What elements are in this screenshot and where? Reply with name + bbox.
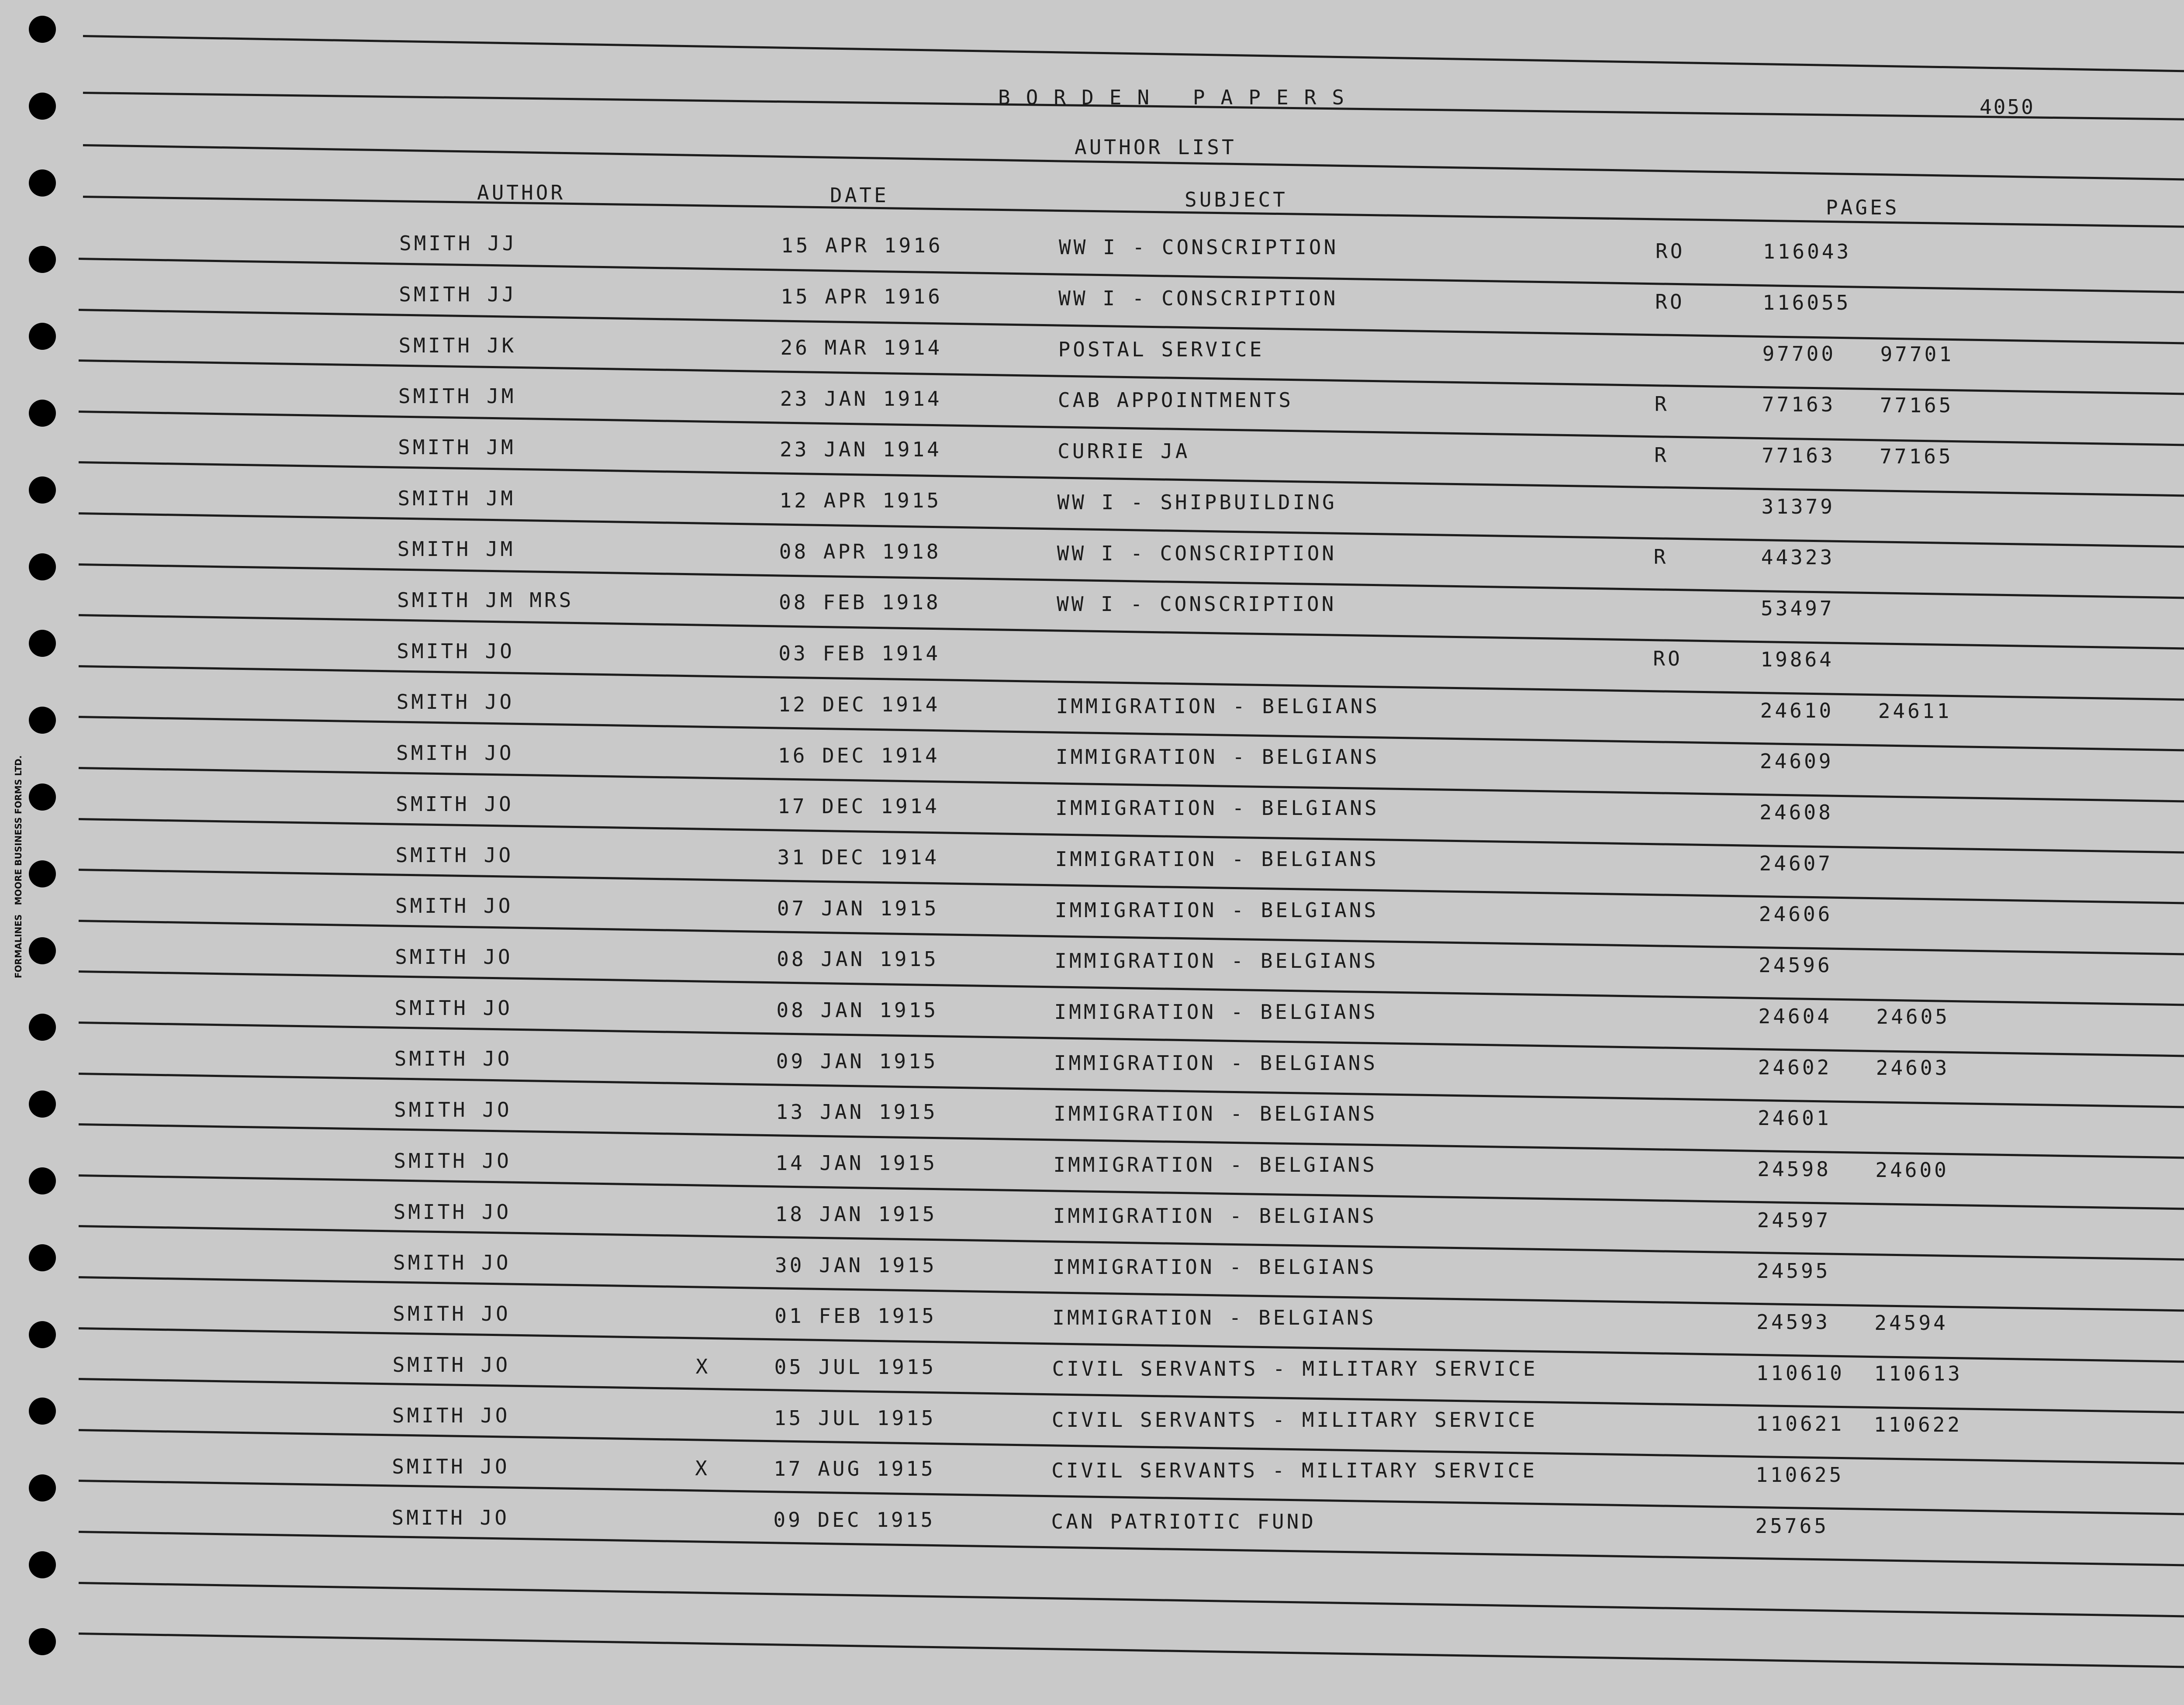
subject-cell: IMMIGRATION - BELGIANS (1054, 1051, 1378, 1075)
date-cell: 15 APR 1916 (781, 285, 943, 309)
subject-cell: WW I - CONSCRIPTION (1057, 592, 1337, 616)
page-start-cell: 24602 (1758, 1055, 1832, 1079)
date-cell: 15 APR 1916 (781, 234, 943, 258)
page-start-cell: 24598 (1757, 1157, 1831, 1181)
author-cell: SMITH JO (393, 1200, 511, 1224)
page-start-cell: 31379 (1761, 494, 1835, 518)
page-start-cell: 110621 (1755, 1412, 1845, 1436)
page-start-cell: 24597 (1757, 1208, 1831, 1232)
ruled-line (79, 1633, 2184, 1669)
tractor-hole (29, 1244, 56, 1271)
author-cell: SMITH JO (396, 741, 514, 765)
page-start-cell: 24610 (1760, 698, 1834, 722)
page-start-cell: 24606 (1759, 902, 1833, 926)
subject-cell: WW I - CONSCRIPTION (1058, 286, 1338, 311)
tractor-hole (29, 937, 56, 964)
page-start-cell: 110610 (1756, 1361, 1845, 1385)
tractor-hole (29, 323, 56, 350)
column-header-pages: PAGES (1826, 196, 1900, 219)
page-end-cell: 77165 (1880, 393, 1954, 417)
page-start-cell: 116043 (1763, 240, 1852, 264)
mark-cell: X (695, 1354, 711, 1378)
author-cell: SMITH JO (395, 894, 513, 918)
subject-cell: CIVIL SERVANTS - MILITARY SERVICE (1052, 1356, 1538, 1381)
side-imprint: FORMALINES MOORE BUSINESS FORMS LTD. (13, 755, 24, 978)
date-cell: 31 DEC 1914 (777, 845, 940, 869)
page-end-cell: 110622 (1873, 1413, 1963, 1437)
date-cell: 09 DEC 1915 (773, 1508, 936, 1532)
tractor-hole (29, 1014, 56, 1041)
page-start-cell: 24608 (1759, 800, 1833, 824)
page-start-cell: 116055 (1762, 290, 1851, 314)
page-start-cell: 19864 (1760, 647, 1834, 671)
page-start-cell: 53497 (1761, 597, 1835, 621)
tractor-hole (29, 707, 56, 734)
page-start-cell: 24595 (1757, 1259, 1831, 1283)
author-cell: SMITH JO (394, 1047, 512, 1071)
tractor-hole (29, 1167, 56, 1194)
subject-cell: CURRIE JA (1057, 439, 1190, 463)
date-cell: 03 FEB 1914 (778, 642, 941, 666)
subject-cell: CIVIL SERVANTS - MILITARY SERVICE (1051, 1408, 1538, 1432)
tractor-hole (29, 1474, 56, 1501)
author-cell: SMITH JO (394, 1149, 511, 1173)
author-cell: SMITH JO (392, 1455, 510, 1479)
subject-cell: IMMIGRATION - BELGIANS (1054, 949, 1379, 973)
mark-cell: X (695, 1456, 710, 1481)
tractor-hole (29, 1398, 56, 1425)
author-cell: SMITH JO (394, 1098, 512, 1122)
page-end-cell: 24600 (1875, 1158, 1949, 1182)
author-cell: SMITH JO (396, 792, 514, 816)
date-cell: 09 JAN 1915 (776, 1049, 938, 1073)
code-cell: RO (1655, 239, 1685, 263)
date-cell: 23 JAN 1914 (780, 438, 942, 462)
subject-cell: WW I - CONSCRIPTION (1059, 235, 1339, 259)
subject-cell: POSTAL SERVICE (1058, 337, 1265, 361)
author-cell: SMITH JJ (399, 282, 517, 306)
page-start-cell: 24609 (1760, 749, 1834, 773)
date-cell: 17 DEC 1914 (778, 794, 940, 818)
author-cell: SMITH JO (392, 1404, 510, 1428)
date-cell: 15 JUL 1915 (774, 1406, 936, 1430)
subject-cell: IMMIGRATION - BELGIANS (1053, 1204, 1377, 1228)
page-subtitle: AUTHOR LIST (1075, 135, 1237, 159)
subject-cell: IMMIGRATION - BELGIANS (1053, 1255, 1377, 1279)
tractor-hole (29, 1628, 56, 1655)
date-cell: 17 AUG 1915 (774, 1457, 936, 1481)
page-start-cell: 24604 (1758, 1004, 1832, 1028)
date-cell: 05 JUL 1915 (774, 1355, 936, 1379)
page-start-cell: 97700 (1762, 342, 1836, 366)
author-cell: SMITH JM (398, 384, 516, 408)
author-cell: SMITH JK (398, 333, 517, 357)
tractor-hole (29, 783, 56, 811)
page-start-cell: 110625 (1755, 1463, 1844, 1487)
tractor-hole (29, 169, 56, 197)
date-cell: 12 APR 1915 (779, 488, 942, 512)
date-cell: 26 MAR 1914 (780, 335, 943, 359)
tractor-hole (29, 860, 56, 887)
subject-cell: IMMIGRATION - BELGIANS (1056, 745, 1380, 769)
date-cell: 08 JAN 1915 (777, 947, 939, 971)
subject-cell: WW I - SHIPBUILDING (1057, 490, 1337, 514)
column-header-author: AUTHOR (477, 181, 566, 204)
tractor-hole (29, 1091, 56, 1118)
ruled-line (79, 1531, 2184, 1567)
date-cell: 01 FEB 1915 (774, 1304, 936, 1328)
page-title: BORDEN PAPERS (998, 86, 1360, 109)
ruled-line (79, 1582, 2184, 1618)
page-end-cell: 24605 (1876, 1005, 1950, 1029)
author-cell: SMITH JO (392, 1353, 511, 1377)
date-cell: 08 FEB 1918 (779, 590, 941, 614)
page-start-cell: 25765 (1755, 1514, 1829, 1538)
page-end-cell: 24611 (1878, 699, 1952, 723)
date-cell: 08 APR 1918 (779, 539, 941, 563)
date-cell: 08 JAN 1915 (776, 998, 939, 1022)
author-cell: SMITH JO (391, 1505, 510, 1529)
date-cell: 30 JAN 1915 (775, 1253, 937, 1277)
author-cell: SMITH JO (397, 639, 515, 663)
page-start-cell: 24593 (1756, 1310, 1830, 1334)
date-cell: 12 DEC 1914 (778, 692, 940, 716)
page-end-cell: 97701 (1880, 342, 1954, 366)
page-end-cell: 110613 (1874, 1362, 1963, 1386)
subject-cell: WW I - CONSCRIPTION (1057, 541, 1337, 565)
author-cell: SMITH JO (393, 1251, 511, 1275)
code-cell: RO (1653, 647, 1683, 671)
subject-cell: IMMIGRATION - BELGIANS (1056, 694, 1380, 718)
code-cell: R (1654, 392, 1669, 416)
subject-cell: IMMIGRATION - BELGIANS (1053, 1153, 1377, 1177)
tractor-hole (29, 16, 56, 43)
tractor-hole (29, 476, 56, 504)
code-cell: RO (1655, 290, 1685, 314)
subject-cell: CIVIL SERVANTS - MILITARY SERVICE (1051, 1459, 1538, 1483)
date-cell: 23 JAN 1914 (780, 387, 942, 411)
page-number: 4050 (1980, 95, 2035, 119)
date-cell: 14 JAN 1915 (775, 1151, 938, 1175)
subject-cell: IMMIGRATION - BELGIANS (1054, 898, 1379, 922)
subject-cell: CAB APPOINTMENTS (1057, 388, 1293, 412)
tractor-hole (29, 246, 56, 273)
author-cell: SMITH JO (396, 690, 515, 714)
date-cell: 13 JAN 1915 (776, 1100, 938, 1124)
date-cell: 18 JAN 1915 (775, 1202, 937, 1226)
ruled-line (83, 35, 2184, 73)
page-end-cell: 77165 (1880, 444, 1953, 468)
ruled-line (79, 614, 2184, 650)
subject-cell: IMMIGRATION - BELGIANS (1055, 796, 1379, 820)
author-cell: SMITH JM (397, 537, 515, 561)
subject-cell: IMMIGRATION - BELGIANS (1054, 1000, 1378, 1024)
author-cell: SMITH JM MRS (397, 588, 574, 612)
author-cell: SMITH JO (393, 1301, 511, 1325)
subject-cell: IMMIGRATION - BELGIANS (1052, 1306, 1376, 1330)
page-start-cell: 24607 (1759, 851, 1833, 875)
tractor-hole (29, 1551, 56, 1578)
date-cell: 07 JAN 1915 (777, 896, 939, 920)
subject-cell: IMMIGRATION - BELGIANS (1054, 1102, 1378, 1126)
column-header-date: DATE (830, 183, 889, 207)
page-start-cell: 24601 (1758, 1106, 1832, 1130)
page-start-cell: 77163 (1762, 444, 1835, 467)
tractor-hole (29, 93, 56, 120)
author-cell: SMITH JO (395, 843, 514, 867)
author-cell: SMITH JM (398, 435, 516, 459)
column-header-subject: SUBJECT (1185, 188, 1288, 211)
page-end-cell: 24594 (1874, 1311, 1948, 1335)
page-start-cell: 24596 (1759, 953, 1832, 977)
author-cell: SMITH JO (394, 996, 513, 1020)
tractor-hole (29, 400, 56, 427)
page-end-cell: 24603 (1876, 1056, 1950, 1080)
author-cell: SMITH JM (397, 486, 516, 510)
author-cell: SMITH JJ (399, 231, 517, 255)
subject-cell: IMMIGRATION - BELGIANS (1055, 847, 1379, 871)
page-start-cell: 44323 (1761, 545, 1835, 569)
page-start-cell: 77163 (1762, 393, 1836, 417)
tractor-hole (29, 1321, 56, 1348)
date-cell: 16 DEC 1914 (778, 743, 940, 767)
tractor-hole (29, 553, 56, 580)
code-cell: R (1654, 443, 1669, 467)
author-cell: SMITH JO (395, 945, 513, 969)
code-cell: R (1653, 545, 1669, 569)
tractor-hole (29, 630, 56, 657)
subject-cell: CAN PATRIOTIC FUND (1051, 1510, 1316, 1534)
